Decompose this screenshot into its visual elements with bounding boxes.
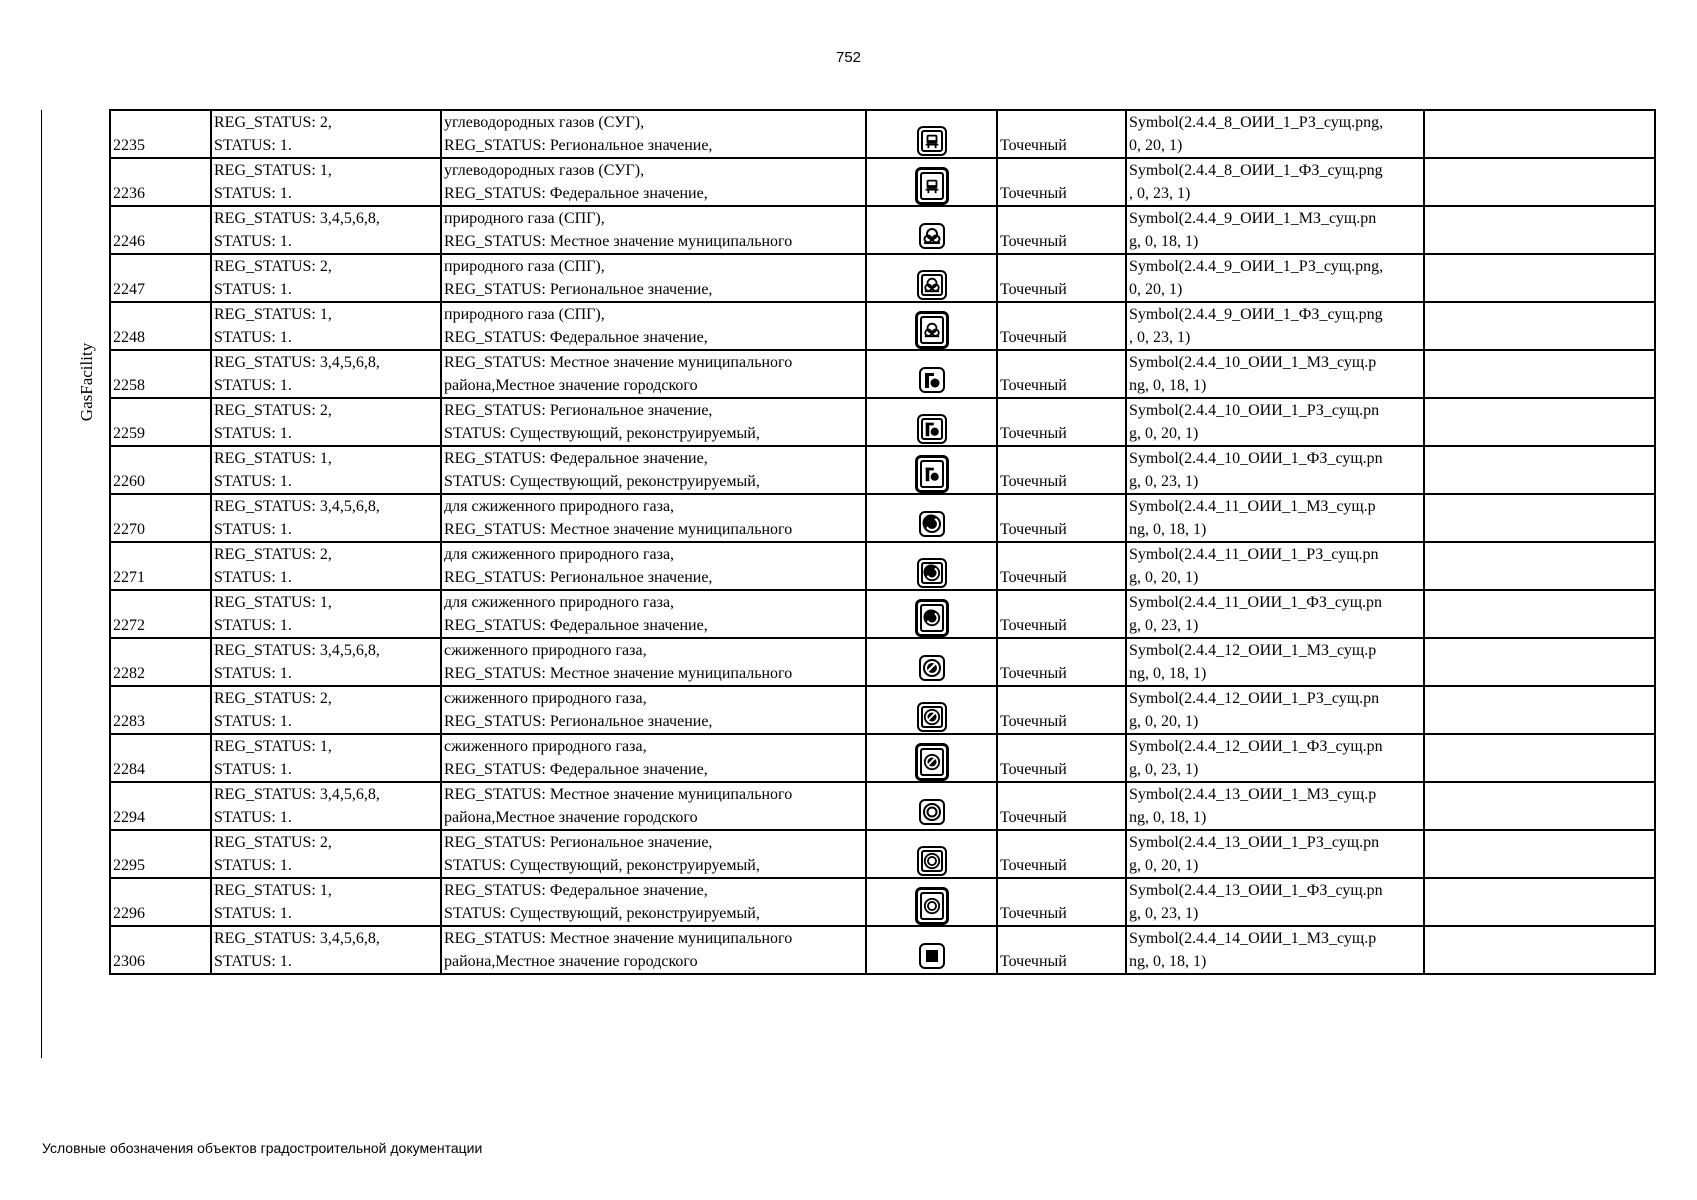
symbol-image-cell bbox=[866, 878, 997, 926]
lng-terminal-icon bbox=[917, 702, 947, 732]
symbol-definition-cell bbox=[1126, 542, 1424, 590]
desc-line: REG_STATUS: Федеральное значение, bbox=[444, 617, 708, 634]
description-cell bbox=[441, 734, 866, 782]
table-row bbox=[110, 494, 1655, 542]
desc-line: углеводородных газов (СУГ), bbox=[444, 114, 645, 131]
description-cell bbox=[441, 878, 866, 926]
desc-line: REG_STATUS: Федеральное значение, bbox=[444, 450, 708, 467]
status-line: STATUS: 1. bbox=[214, 665, 292, 682]
geometry-type-cell: Точечный bbox=[997, 302, 1126, 350]
status-line: REG_STATUS: 2, bbox=[214, 834, 332, 851]
gas-filling-point-icon bbox=[919, 367, 945, 393]
status-line: REG_STATUS: 2, bbox=[214, 258, 332, 275]
symbol-line: , 0, 23, 1) bbox=[1129, 329, 1191, 346]
object-id-cell: 2270 bbox=[110, 494, 211, 542]
desc-line: углеводородных газов (СУГ), bbox=[444, 162, 645, 179]
status-cell bbox=[211, 302, 441, 350]
desc-line: района,Местное значение городского bbox=[444, 377, 698, 394]
desc-line: REG_STATUS: Региональное значение, bbox=[444, 402, 713, 419]
desc-line: природного газа (СПГ), bbox=[444, 306, 605, 323]
object-id-cell: 2235 bbox=[110, 110, 211, 158]
status-cell bbox=[211, 542, 441, 590]
status-line: REG_STATUS: 2, bbox=[214, 546, 332, 563]
empty-cell bbox=[1424, 782, 1655, 830]
status-line: REG_STATUS: 1, bbox=[214, 162, 332, 179]
status-line: REG_STATUS: 3,4,5,6,8, bbox=[214, 498, 380, 515]
status-cell bbox=[211, 206, 441, 254]
empty-cell bbox=[1424, 830, 1655, 878]
symbol-image-cell bbox=[866, 398, 997, 446]
geometry-type-cell: Точечный bbox=[997, 350, 1126, 398]
empty-cell bbox=[1424, 350, 1655, 398]
symbol-table bbox=[109, 109, 1656, 975]
gas-regulator-icon bbox=[915, 887, 949, 925]
symbol-line: ng, 0, 18, 1) bbox=[1129, 521, 1207, 538]
desc-line: сжиженного природного газа, bbox=[444, 642, 647, 659]
description-cell bbox=[441, 254, 866, 302]
object-id-cell: 2248 bbox=[110, 302, 211, 350]
table-row bbox=[110, 206, 1655, 254]
status-line: REG_STATUS: 3,4,5,6,8, bbox=[214, 930, 380, 947]
table-row bbox=[110, 398, 1655, 446]
empty-cell bbox=[1424, 110, 1655, 158]
status-line: STATUS: 1. bbox=[214, 233, 292, 250]
geometry-type-cell: Точечный bbox=[997, 638, 1126, 686]
object-id-cell: 2272 bbox=[110, 590, 211, 638]
description-cell bbox=[441, 926, 866, 974]
status-line: STATUS: 1. bbox=[214, 713, 292, 730]
symbol-definition-cell bbox=[1126, 590, 1424, 638]
symbol-line: Symbol(2.4.4_13_ОИИ_1_РЗ_сущ.pn bbox=[1129, 834, 1380, 851]
description-cell bbox=[441, 782, 866, 830]
empty-cell bbox=[1424, 302, 1655, 350]
status-line: STATUS: 1. bbox=[214, 905, 292, 922]
table-row bbox=[110, 926, 1655, 974]
symbol-line: Symbol(2.4.4_12_ОИИ_1_МЗ_сущ.p bbox=[1129, 642, 1377, 659]
symbol-definition-cell bbox=[1126, 302, 1424, 350]
description-cell bbox=[441, 350, 866, 398]
description-cell bbox=[441, 590, 866, 638]
desc-line: для сжиженного природного газа, bbox=[444, 594, 675, 611]
desc-line: района,Местное значение городского bbox=[444, 953, 698, 970]
status-line: STATUS: 1. bbox=[214, 761, 292, 778]
desc-line: REG_STATUS: Региональное значение, bbox=[444, 281, 713, 298]
object-id-cell: 2306 bbox=[110, 926, 211, 974]
geometry-type-cell: Точечный bbox=[997, 878, 1126, 926]
symbol-line: , 0, 23, 1) bbox=[1129, 185, 1191, 202]
desc-line: REG_STATUS: Региональное значение, bbox=[444, 834, 713, 851]
desc-line: REG_STATUS: Федеральное значение, bbox=[444, 882, 708, 899]
symbol-line: 0, 20, 1) bbox=[1129, 137, 1183, 154]
desc-line: природного газа (СПГ), bbox=[444, 258, 605, 275]
status-cell bbox=[211, 446, 441, 494]
description-cell bbox=[441, 206, 866, 254]
description-cell bbox=[441, 398, 866, 446]
geometry-type-cell: Точечный bbox=[997, 926, 1126, 974]
object-id-cell: 2247 bbox=[110, 254, 211, 302]
symbol-image-cell bbox=[866, 158, 997, 206]
symbol-definition-cell bbox=[1126, 398, 1424, 446]
object-id-cell: 2260 bbox=[110, 446, 211, 494]
symbol-image-cell bbox=[866, 350, 997, 398]
gas-station-car-icon bbox=[917, 126, 947, 156]
object-id-cell: 2282 bbox=[110, 638, 211, 686]
status-line: STATUS: 1. bbox=[214, 953, 292, 970]
symbol-definition-cell bbox=[1126, 206, 1424, 254]
symbol-image-cell bbox=[866, 590, 997, 638]
symbol-line: g, 0, 20, 1) bbox=[1129, 569, 1199, 586]
symbol-definition-cell bbox=[1126, 494, 1424, 542]
gas-point-square-icon bbox=[919, 943, 945, 969]
gas-regulator-icon bbox=[917, 846, 947, 876]
table-row bbox=[110, 590, 1655, 638]
table-row bbox=[110, 638, 1655, 686]
symbol-line: ng, 0, 18, 1) bbox=[1129, 953, 1207, 970]
status-line: REG_STATUS: 1, bbox=[214, 450, 332, 467]
gas-station-cng-icon bbox=[919, 223, 945, 249]
description-cell bbox=[441, 542, 866, 590]
symbol-line: Symbol(2.4.4_9_ОИИ_1_РЗ_сущ.png, bbox=[1129, 258, 1384, 275]
desc-line: района,Местное значение городского bbox=[444, 809, 698, 826]
empty-cell bbox=[1424, 926, 1655, 974]
status-cell bbox=[211, 782, 441, 830]
description-cell bbox=[441, 158, 866, 206]
status-line: STATUS: 1. bbox=[214, 857, 292, 874]
symbol-image-cell bbox=[866, 494, 997, 542]
status-cell bbox=[211, 590, 441, 638]
desc-line: REG_STATUS: Региональное значение, bbox=[444, 137, 713, 154]
status-line: STATUS: 1. bbox=[214, 137, 292, 154]
table-row bbox=[110, 350, 1655, 398]
empty-cell bbox=[1424, 398, 1655, 446]
desc-line: REG_STATUS: Региональное значение, bbox=[444, 713, 713, 730]
status-cell bbox=[211, 398, 441, 446]
status-cell bbox=[211, 686, 441, 734]
symbol-definition-cell bbox=[1126, 734, 1424, 782]
symbol-line: g, 0, 23, 1) bbox=[1129, 761, 1199, 778]
symbol-definition-cell bbox=[1126, 446, 1424, 494]
object-id-cell: 2246 bbox=[110, 206, 211, 254]
desc-line: REG_STATUS: Местное значение муниципального bbox=[444, 786, 793, 803]
symbol-line: Symbol(2.4.4_13_ОИИ_1_ФЗ_сущ.pn bbox=[1129, 882, 1383, 899]
empty-cell bbox=[1424, 446, 1655, 494]
empty-cell bbox=[1424, 686, 1655, 734]
symbol-image-cell bbox=[866, 926, 997, 974]
empty-cell bbox=[1424, 638, 1655, 686]
status-cell bbox=[211, 926, 441, 974]
gas-station-car-icon bbox=[915, 167, 949, 205]
status-line: REG_STATUS: 2, bbox=[214, 690, 332, 707]
symbol-image-cell bbox=[866, 782, 997, 830]
description-cell bbox=[441, 638, 866, 686]
status-line: STATUS: 1. bbox=[214, 521, 292, 538]
symbol-line: ng, 0, 18, 1) bbox=[1129, 377, 1207, 394]
symbol-line: g, 0, 20, 1) bbox=[1129, 425, 1199, 442]
status-cell bbox=[211, 878, 441, 926]
geometry-type-cell: Точечный bbox=[997, 446, 1126, 494]
status-cell bbox=[211, 350, 441, 398]
page-number: 752 bbox=[835, 49, 862, 66]
symbol-line: g, 0, 23, 1) bbox=[1129, 905, 1199, 922]
desc-line: STATUS: Существующий, реконструируемый, bbox=[444, 425, 760, 442]
status-cell bbox=[211, 638, 441, 686]
object-id-cell: 2258 bbox=[110, 350, 211, 398]
empty-cell bbox=[1424, 590, 1655, 638]
symbol-line: Symbol(2.4.4_8_ОИИ_1_ФЗ_сущ.png bbox=[1129, 162, 1383, 179]
desc-line: REG_STATUS: Местное значение муниципального bbox=[444, 665, 793, 682]
object-id-cell: 2295 bbox=[110, 830, 211, 878]
symbol-line: Symbol(2.4.4_10_ОИИ_1_МЗ_сущ.p bbox=[1129, 354, 1377, 371]
status-line: STATUS: 1. bbox=[214, 377, 292, 394]
lng-terminal-icon bbox=[919, 655, 945, 681]
table-row bbox=[110, 782, 1655, 830]
status-line: REG_STATUS: 1, bbox=[214, 306, 332, 323]
status-cell bbox=[211, 254, 441, 302]
symbol-line: Symbol(2.4.4_9_ОИИ_1_ФЗ_сущ.png bbox=[1129, 306, 1383, 323]
status-line: STATUS: 1. bbox=[214, 281, 292, 298]
status-line: REG_STATUS: 3,4,5,6,8, bbox=[214, 354, 380, 371]
symbol-definition-cell bbox=[1126, 158, 1424, 206]
symbol-definition-cell bbox=[1126, 350, 1424, 398]
status-line: REG_STATUS: 3,4,5,6,8, bbox=[214, 210, 380, 227]
empty-cell bbox=[1424, 254, 1655, 302]
table-row bbox=[110, 686, 1655, 734]
symbol-image-cell bbox=[866, 542, 997, 590]
symbol-definition-cell bbox=[1126, 830, 1424, 878]
gas-filling-point-icon bbox=[917, 414, 947, 444]
geometry-type-cell: Точечный bbox=[997, 590, 1126, 638]
symbol-line: Symbol(2.4.4_13_ОИИ_1_МЗ_сущ.p bbox=[1129, 786, 1377, 803]
description-cell bbox=[441, 446, 866, 494]
status-line: REG_STATUS: 2, bbox=[214, 402, 332, 419]
symbol-line: g, 0, 20, 1) bbox=[1129, 713, 1199, 730]
geometry-type-cell: Точечный bbox=[997, 206, 1126, 254]
lng-storage-icon bbox=[917, 558, 947, 588]
lng-storage-icon bbox=[919, 511, 945, 537]
status-line: REG_STATUS: 3,4,5,6,8, bbox=[214, 642, 380, 659]
symbol-line: Symbol(2.4.4_9_ОИИ_1_МЗ_сущ.pn bbox=[1129, 210, 1377, 227]
status-line: STATUS: 1. bbox=[214, 617, 292, 634]
empty-cell bbox=[1424, 158, 1655, 206]
symbol-image-cell bbox=[866, 734, 997, 782]
symbol-line: Symbol(2.4.4_10_ОИИ_1_ФЗ_сущ.pn bbox=[1129, 450, 1383, 467]
object-id-cell: 2294 bbox=[110, 782, 211, 830]
table-row bbox=[110, 302, 1655, 350]
desc-line: сжиженного природного газа, bbox=[444, 738, 647, 755]
desc-line: REG_STATUS: Местное значение муниципального bbox=[444, 521, 793, 538]
geometry-type-cell: Точечный bbox=[997, 110, 1126, 158]
desc-line: REG_STATUS: Местное значение муниципального bbox=[444, 930, 793, 947]
table-row bbox=[110, 158, 1655, 206]
symbol-definition-cell bbox=[1126, 254, 1424, 302]
object-id-cell: 2296 bbox=[110, 878, 211, 926]
gas-station-cng-icon bbox=[917, 270, 947, 300]
desc-line: REG_STATUS: Федеральное значение, bbox=[444, 761, 708, 778]
empty-cell bbox=[1424, 734, 1655, 782]
desc-line: природного газа (СПГ), bbox=[444, 210, 605, 227]
status-line: REG_STATUS: 1, bbox=[214, 738, 332, 755]
symbol-line: Symbol(2.4.4_10_ОИИ_1_РЗ_сущ.pn bbox=[1129, 402, 1380, 419]
geometry-type-cell: Точечный bbox=[997, 830, 1126, 878]
layer-name-label: GasFacility bbox=[77, 342, 96, 422]
empty-cell bbox=[1424, 206, 1655, 254]
status-line: STATUS: 1. bbox=[214, 569, 292, 586]
desc-line: REG_STATUS: Федеральное значение, bbox=[444, 185, 708, 202]
symbol-line: ng, 0, 18, 1) bbox=[1129, 809, 1207, 826]
symbol-definition-cell bbox=[1126, 638, 1424, 686]
desc-line: REG_STATUS: Местное значение муниципального bbox=[444, 354, 793, 371]
table-row bbox=[110, 254, 1655, 302]
symbol-image-cell bbox=[866, 686, 997, 734]
desc-line: для сжиженного природного газа, bbox=[444, 498, 675, 515]
symbol-image-cell bbox=[866, 254, 997, 302]
object-id-cell: 2284 bbox=[110, 734, 211, 782]
symbol-line: ng, 0, 18, 1) bbox=[1129, 665, 1207, 682]
symbol-image-cell bbox=[866, 206, 997, 254]
table-row bbox=[110, 542, 1655, 590]
symbol-image-cell bbox=[866, 446, 997, 494]
symbol-line: g, 0, 23, 1) bbox=[1129, 473, 1199, 490]
left-margin-rule bbox=[41, 110, 42, 1058]
symbol-definition-cell bbox=[1126, 926, 1424, 974]
symbol-line: g, 0, 20, 1) bbox=[1129, 857, 1199, 874]
empty-cell bbox=[1424, 878, 1655, 926]
gas-station-cng-icon bbox=[915, 311, 949, 349]
geometry-type-cell: Точечный bbox=[997, 254, 1126, 302]
geometry-type-cell: Точечный bbox=[997, 782, 1126, 830]
table-row bbox=[110, 734, 1655, 782]
geometry-type-cell: Точечный bbox=[997, 686, 1126, 734]
geometry-type-cell: Точечный bbox=[997, 734, 1126, 782]
symbol-line: Symbol(2.4.4_11_ОИИ_1_РЗ_сущ.pn bbox=[1129, 546, 1379, 563]
geometry-type-cell: Точечный bbox=[997, 542, 1126, 590]
symbol-image-cell bbox=[866, 830, 997, 878]
desc-line: REG_STATUS: Федеральное значение, bbox=[444, 329, 708, 346]
object-id-cell: 2236 bbox=[110, 158, 211, 206]
status-cell bbox=[211, 830, 441, 878]
symbol-line: g, 0, 23, 1) bbox=[1129, 617, 1199, 634]
empty-cell bbox=[1424, 494, 1655, 542]
object-id-cell: 2271 bbox=[110, 542, 211, 590]
description-cell bbox=[441, 686, 866, 734]
status-cell bbox=[211, 158, 441, 206]
status-line: STATUS: 1. bbox=[214, 329, 292, 346]
status-line: STATUS: 1. bbox=[214, 473, 292, 490]
symbol-definition-cell bbox=[1126, 782, 1424, 830]
symbol-definition-cell bbox=[1126, 686, 1424, 734]
desc-line: REG_STATUS: Региональное значение, bbox=[444, 569, 713, 586]
lng-terminal-icon bbox=[915, 743, 949, 781]
table-row bbox=[110, 446, 1655, 494]
geometry-type-cell: Точечный bbox=[997, 494, 1126, 542]
desc-line: STATUS: Существующий, реконструируемый, bbox=[444, 905, 760, 922]
description-cell bbox=[441, 830, 866, 878]
status-line: REG_STATUS: 2, bbox=[214, 114, 332, 131]
desc-line: сжиженного природного газа, bbox=[444, 690, 647, 707]
symbol-line: Symbol(2.4.4_8_ОИИ_1_РЗ_сущ.png, bbox=[1129, 114, 1384, 131]
table-row bbox=[110, 878, 1655, 926]
status-line: REG_STATUS: 3,4,5,6,8, bbox=[214, 786, 380, 803]
geometry-type-cell: Точечный bbox=[997, 158, 1126, 206]
geometry-type-cell: Точечный bbox=[997, 398, 1126, 446]
description-cell bbox=[441, 302, 866, 350]
object-id-cell: 2283 bbox=[110, 686, 211, 734]
symbol-line: Symbol(2.4.4_11_ОИИ_1_МЗ_сущ.p bbox=[1129, 498, 1376, 515]
desc-line: REG_STATUS: Местное значение муниципального bbox=[444, 233, 793, 250]
symbol-image-cell bbox=[866, 638, 997, 686]
table-row bbox=[110, 830, 1655, 878]
gas-regulator-icon bbox=[919, 799, 945, 825]
lng-storage-icon bbox=[915, 599, 949, 637]
footer-caption: Условные обозначения объектов градостроительной документации bbox=[42, 1140, 483, 1156]
symbol-image-cell bbox=[866, 302, 997, 350]
symbol-line: Symbol(2.4.4_12_ОИИ_1_ФЗ_сущ.pn bbox=[1129, 738, 1383, 755]
symbol-image-cell bbox=[866, 110, 997, 158]
status-cell bbox=[211, 494, 441, 542]
symbol-line: Symbol(2.4.4_14_ОИИ_1_МЗ_сущ.p bbox=[1129, 930, 1377, 947]
symbol-line: 0, 20, 1) bbox=[1129, 281, 1183, 298]
symbol-line: g, 0, 18, 1) bbox=[1129, 233, 1199, 250]
status-line: STATUS: 1. bbox=[214, 185, 292, 202]
status-line: STATUS: 1. bbox=[214, 425, 292, 442]
object-id-cell: 2259 bbox=[110, 398, 211, 446]
symbol-line: Symbol(2.4.4_11_ОИИ_1_ФЗ_сущ.pn bbox=[1129, 594, 1383, 611]
status-cell bbox=[211, 734, 441, 782]
status-cell bbox=[211, 110, 441, 158]
status-line: STATUS: 1. bbox=[214, 809, 292, 826]
symbol-definition-cell bbox=[1126, 110, 1424, 158]
table-row bbox=[110, 110, 1655, 158]
desc-line: STATUS: Существующий, реконструируемый, bbox=[444, 473, 760, 490]
desc-line: для сжиженного природного газа, bbox=[444, 546, 675, 563]
gas-filling-point-icon bbox=[915, 455, 949, 493]
symbol-line: Symbol(2.4.4_12_ОИИ_1_РЗ_сущ.pn bbox=[1129, 690, 1380, 707]
empty-cell bbox=[1424, 542, 1655, 590]
description-cell bbox=[441, 110, 866, 158]
description-cell bbox=[441, 494, 866, 542]
status-line: REG_STATUS: 1, bbox=[214, 882, 332, 899]
desc-line: STATUS: Существующий, реконструируемый, bbox=[444, 857, 760, 874]
symbol-definition-cell bbox=[1126, 878, 1424, 926]
status-line: REG_STATUS: 1, bbox=[214, 594, 332, 611]
